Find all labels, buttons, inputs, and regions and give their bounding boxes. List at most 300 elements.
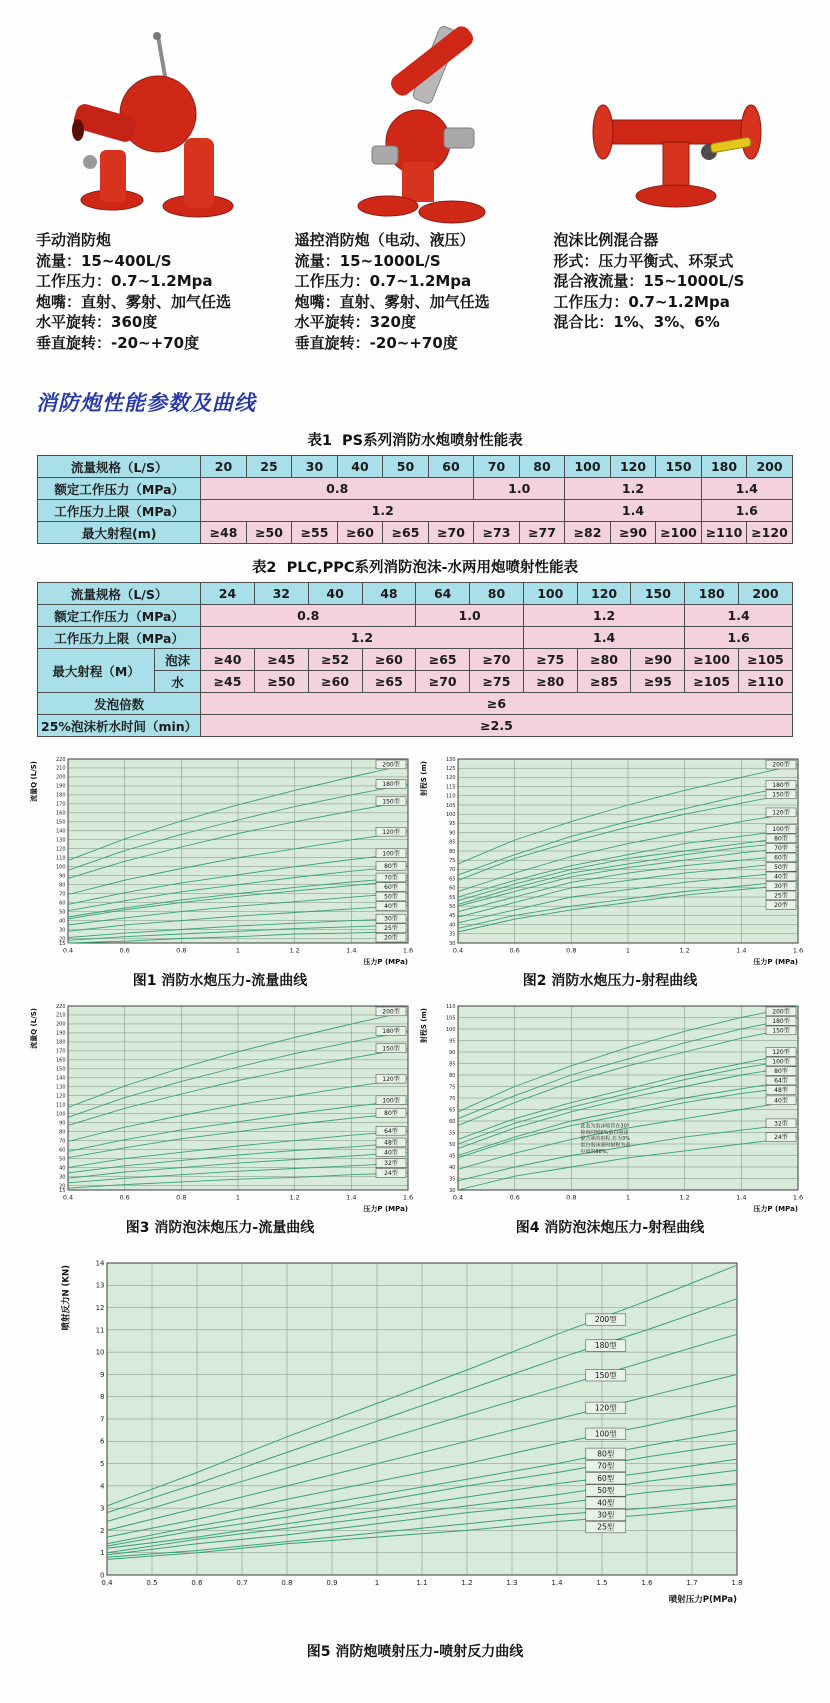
- series-label: 120型: [382, 1075, 400, 1083]
- series-label: 30型: [384, 915, 398, 923]
- product-spec-line: 流量：15~400L/S: [36, 251, 172, 270]
- charts-section: [0, 737, 830, 1701]
- table-row: [38, 627, 793, 649]
- y-axis-title: 喷射反力N (KN): [61, 1265, 72, 1331]
- y-tick-label: 220: [55, 756, 66, 763]
- series-label: 40型: [384, 903, 398, 911]
- x-tick-label: 1: [374, 1579, 380, 1587]
- series-label: 80型: [597, 1449, 615, 1459]
- product-spec-line: 炮嘴：直射、雾射、加气任选: [36, 292, 232, 311]
- x-tick-label: 0.6: [119, 946, 130, 955]
- table-cell: 25%泡沫析水时间（min）: [38, 715, 201, 737]
- fig1-caption: 图1 消防水炮压力-流量曲线: [132, 973, 308, 989]
- table-cell: 40: [308, 583, 362, 605]
- x-tick-label: 0.9: [326, 1579, 338, 1587]
- table-cell: ≥75: [523, 649, 577, 671]
- y-tick-label: 85: [449, 1061, 456, 1068]
- table-row: [38, 693, 793, 715]
- series-label: 80型: [384, 1109, 398, 1117]
- series-label: 200型: [382, 1008, 400, 1016]
- y-tick-label: 85: [449, 839, 456, 846]
- y-tick-label: 11: [95, 1326, 105, 1335]
- annotation-line: 蛋白泡沫液时射程为表: [580, 1142, 631, 1149]
- product-name: 遥控消防炮（电动、液压）: [294, 231, 475, 249]
- series-label: 40型: [774, 1097, 788, 1105]
- y-tick-label: 70: [59, 1138, 66, 1145]
- y-tick-label: 65: [449, 1107, 456, 1114]
- base-flange-right: [419, 201, 485, 223]
- x-tick-label: 1.1: [416, 1579, 428, 1587]
- y-tick-label: 170: [55, 801, 66, 808]
- table-cell: 1.2: [201, 500, 565, 522]
- table-cell: 70: [474, 456, 520, 478]
- series-label: 40型: [597, 1498, 615, 1508]
- y-tick-label: 30: [59, 927, 66, 934]
- table-cell: ≥52: [308, 649, 362, 671]
- table-cell: 20: [201, 456, 247, 478]
- y-tick-label: 1: [100, 1549, 105, 1558]
- table-cell: ≥120: [747, 522, 793, 544]
- y-tick-label: 30: [59, 1174, 66, 1181]
- y-tick-label: 60: [59, 1147, 66, 1154]
- series-label: 180型: [382, 781, 400, 789]
- series-label: 120型: [594, 1403, 617, 1413]
- base-flange-left: [358, 196, 418, 216]
- y-tick-label: 5: [100, 1460, 105, 1469]
- table-cell: 1.4: [701, 478, 792, 500]
- x-tick-label: 1.6: [641, 1579, 653, 1587]
- x-tick-label: 1.2: [461, 1579, 473, 1587]
- table-cell: ≥100: [656, 522, 702, 544]
- series-label: 80型: [774, 1068, 788, 1076]
- table-cell: 32: [254, 583, 308, 605]
- y-tick-label: 8: [100, 1393, 105, 1402]
- table-cell: 流量规格（L/S）: [38, 583, 201, 605]
- x-axis-title: 喷射压力P(MPa): [668, 1595, 737, 1605]
- chart-row-1: [26, 751, 804, 992]
- product-spec-line: 流量：15~1000L/S: [294, 251, 441, 270]
- table-row: [38, 522, 793, 544]
- series-label: 180型: [382, 1028, 400, 1036]
- table-cell: 1.4: [685, 605, 793, 627]
- y-tick-label: 120: [55, 846, 66, 853]
- product-specs: [36, 251, 285, 354]
- series-label: 100型: [594, 1429, 617, 1439]
- chart-block-fig4: [416, 998, 804, 1239]
- table-cell: 48: [362, 583, 416, 605]
- y-tick-label: 200: [55, 1021, 66, 1028]
- table-cell: 0.8: [201, 605, 416, 627]
- y-tick-label: 80: [449, 848, 456, 855]
- product-name: 泡沫比例混合器: [553, 231, 659, 249]
- table-cell: ≥70: [416, 671, 470, 693]
- y-tick-label: 70: [449, 867, 456, 874]
- y-tick-label: 130: [445, 756, 456, 763]
- y-tick-label: 90: [59, 1120, 66, 1127]
- x-tick-label: 1.5: [596, 1579, 608, 1587]
- fig3-caption: 图3 消防泡沫炮压力-流量曲线: [125, 1220, 315, 1236]
- products-row: [0, 22, 830, 353]
- table-cell: ≥55: [292, 522, 338, 544]
- y-tick-label: 160: [55, 1057, 66, 1064]
- y-tick-label: 20: [59, 936, 66, 943]
- y-tick-label: 220: [55, 1003, 66, 1010]
- table-cell: 1.0: [474, 478, 565, 500]
- series-label: 30型: [597, 1510, 615, 1520]
- x-tick-label: 1: [625, 946, 631, 955]
- table2-title: 表2 PLC,PPC系列消防泡沫-水两用炮喷射性能表: [251, 560, 579, 576]
- series-label: 25型: [384, 925, 398, 933]
- x-tick-label: 1.2: [289, 946, 300, 955]
- table-cell: 水: [155, 671, 201, 693]
- y-tick-label: 40: [449, 1164, 456, 1171]
- product-spec-line: 垂直旋转：-20~+70度: [36, 333, 200, 352]
- table-cell: 60: [428, 456, 474, 478]
- y-tick-label: 60: [449, 1118, 456, 1125]
- y-tick-label: 55: [449, 1130, 456, 1137]
- y-tick-label: 160: [55, 810, 66, 817]
- chart-block-fig1: [26, 751, 414, 992]
- x-tick-label: 0.6: [509, 1193, 520, 1202]
- fig2-water-monitor-range-chart: [416, 751, 804, 967]
- series-label: 200型: [772, 761, 790, 769]
- table-cell: 最大射程(m): [38, 522, 201, 544]
- table-cell: 工作压力上限（MPa）: [38, 500, 201, 522]
- y-tick-label: 150: [55, 819, 66, 826]
- table-row: [38, 500, 793, 522]
- table-cell: ≥65: [416, 649, 470, 671]
- y-tick-label: 125: [445, 765, 456, 772]
- x-tick-label: 0.4: [62, 1193, 74, 1202]
- table-cell: ≥6: [201, 693, 793, 715]
- table-cell: ≥80: [577, 649, 631, 671]
- y-tick-label: 95: [449, 821, 456, 828]
- y-tick-label: 105: [445, 802, 456, 809]
- table-cell: 80: [470, 583, 524, 605]
- table-cell: 120: [577, 583, 631, 605]
- fig2-caption: 图2 消防水炮压力-射程曲线: [522, 973, 698, 989]
- y-tick-label: 60: [449, 885, 456, 892]
- product-spec-line: 混合比：1%、3%、6%: [553, 313, 720, 331]
- table-cell: 1.4: [523, 627, 684, 649]
- series-label: 32型: [384, 1160, 398, 1168]
- table-cell: 1.2: [523, 605, 684, 627]
- series-label: 64型: [384, 1127, 398, 1135]
- monitor-handle: [158, 36, 166, 82]
- product-spec-line: 工作压力：0.7~1.2Mpa: [294, 272, 472, 290]
- table-cell: ≥110: [701, 522, 747, 544]
- table-cell: ≥100: [685, 649, 739, 671]
- series-label: 32型: [774, 1120, 788, 1128]
- table-cell: 50: [383, 456, 429, 478]
- remote-fire-monitor-illustration: [314, 24, 524, 230]
- y-tick-label: 120: [445, 775, 456, 782]
- table-cell: 64: [416, 583, 470, 605]
- product-card-foam-proportioner: [553, 22, 812, 353]
- x-tick-label: 0.6: [119, 1193, 130, 1202]
- product-image-remote-monitor: [295, 22, 544, 230]
- series-label: 150型: [594, 1370, 617, 1380]
- series-label: 20型: [384, 934, 398, 942]
- y-tick-label: 110: [445, 793, 456, 800]
- x-tick-label: 1.4: [551, 1579, 563, 1587]
- series-label: 40型: [384, 1149, 398, 1157]
- y-axis-title: 流量Q (L/S): [30, 761, 38, 802]
- fig4-foam-monitor-range-chart: [416, 998, 804, 1214]
- y-tick-label: 190: [55, 1030, 66, 1037]
- chart-block-fig2: [416, 751, 804, 992]
- base-flange: [636, 185, 716, 207]
- y-tick-label: 40: [59, 1165, 66, 1172]
- table-cell: 100: [523, 583, 577, 605]
- chart-block-fig3: [26, 998, 414, 1239]
- chart-block-fig5: [57, 1253, 773, 1701]
- nozzle-opening: [72, 119, 84, 141]
- series-label: 64型: [774, 1077, 788, 1085]
- series-label: 150型: [382, 1045, 400, 1053]
- series-label: 100型: [382, 1097, 400, 1105]
- table2-plc-ppc-performance: [37, 582, 793, 737]
- x-tick-label: 1.2: [679, 946, 690, 955]
- series-label: 24型: [774, 1134, 788, 1142]
- table-row: [38, 478, 793, 500]
- series-label: 180型: [772, 1018, 790, 1025]
- x-tick-label: 1: [235, 1193, 241, 1202]
- table-cell: 1.4: [565, 500, 702, 522]
- series-label: 60型: [384, 884, 398, 892]
- series-label: 40型: [774, 873, 788, 881]
- table-cell: 0.8: [201, 478, 474, 500]
- fig5-caption: 图5 消防炮喷射压力-喷射反力曲线: [306, 1644, 524, 1660]
- table-cell: ≥105: [685, 671, 739, 693]
- table-row: [38, 456, 793, 478]
- x-tick-label: 1.8: [731, 1579, 743, 1587]
- table-cell: ≥48: [201, 522, 247, 544]
- table-cell: ≥90: [631, 649, 685, 671]
- table-cell: ≥110: [739, 671, 793, 693]
- y-axis-title: 流量Q (L/S): [30, 1008, 38, 1049]
- y-tick-label: 150: [55, 1066, 66, 1073]
- table-cell: 额定工作压力（MPa）: [38, 478, 201, 500]
- table-cell: ≥70: [470, 649, 524, 671]
- series-label: 80型: [774, 835, 788, 843]
- product-spec-line: 形式：压力平衡式、环泵式: [553, 251, 734, 270]
- x-tick-label: 0.8: [566, 1193, 577, 1202]
- series-label: 24型: [384, 1170, 398, 1178]
- y-tick-label: 12: [95, 1304, 105, 1313]
- table-cell: ≥60: [362, 649, 416, 671]
- x-tick-label: 0.6: [509, 946, 520, 955]
- annotation-line: 中值的88%。: [580, 1149, 612, 1156]
- annotation-line: 仰角时喷6%蛋白泡沫: [580, 1129, 629, 1136]
- table-cell: 1.6: [701, 500, 792, 522]
- y-tick-label: 110: [55, 855, 66, 862]
- table-cell: 80: [519, 456, 565, 478]
- table-cell: 150: [656, 456, 702, 478]
- series-label: 100型: [772, 1058, 790, 1066]
- y-tick-label: 2: [100, 1526, 105, 1535]
- x-tick-label: 1.6: [402, 946, 414, 955]
- y-tick-label: 55: [449, 894, 456, 901]
- y-tick-label: 70: [59, 891, 66, 898]
- table-row: [38, 605, 793, 627]
- y-tick-label: 115: [445, 784, 456, 791]
- series-label: 50型: [597, 1486, 615, 1496]
- series-label: 70型: [774, 845, 788, 853]
- series-label: 100型: [382, 850, 400, 858]
- product-spec-line: 混合液流量：15~1000L/S: [553, 272, 745, 290]
- table-cell: ≥75: [470, 671, 524, 693]
- x-tick-label: 0.4: [452, 1193, 464, 1202]
- x-tick-label: 1.2: [289, 1193, 300, 1202]
- drive-actuator-left: [372, 146, 398, 164]
- y-tick-label: 75: [449, 857, 456, 864]
- fig5-reaction-force-chart: [57, 1253, 773, 1605]
- y-tick-label: 140: [55, 1075, 66, 1082]
- x-tick-label: 1.4: [346, 1193, 357, 1202]
- table-cell: 30: [292, 456, 338, 478]
- y-tick-label: 80: [449, 1072, 456, 1079]
- table-cell: ≥73: [474, 522, 520, 544]
- x-tick-label: 0.6: [191, 1579, 203, 1587]
- table-cell: 1.2: [565, 478, 702, 500]
- x-tick-label: 1.3: [506, 1579, 518, 1587]
- series-label: 120型: [772, 1049, 790, 1057]
- table-cell: 最大射程（M）: [38, 649, 155, 693]
- table-row: [38, 715, 793, 737]
- x-tick-label: 1.4: [346, 946, 357, 955]
- annotation-line: 混合液的射程,若为3%: [580, 1136, 630, 1143]
- y-tick-label: 190: [55, 783, 66, 790]
- section-title: 消防炮性能参数及曲线: [36, 391, 256, 415]
- x-tick-label: 0.4: [101, 1579, 113, 1587]
- table-cell: ≥82: [565, 522, 611, 544]
- y-tick-label: 80: [59, 882, 66, 889]
- left-flange: [593, 105, 613, 159]
- x-tick-label: 1.6: [402, 1193, 414, 1202]
- table1-title: 表1 PS系列消防水炮喷射性能表: [307, 433, 523, 449]
- table-cell: ≥80: [523, 671, 577, 693]
- product-specs: [553, 251, 802, 333]
- y-tick-label: 180: [55, 1039, 66, 1046]
- product-spec-line: 工作压力：0.7~1.2Mpa: [553, 292, 730, 311]
- product-card-manual-monitor: [36, 22, 295, 353]
- y-tick-label: 65: [449, 876, 456, 883]
- series-label: 60型: [774, 854, 788, 862]
- series-label: 120型: [772, 809, 790, 817]
- series-label: 120型: [382, 828, 400, 836]
- y-tick-label: 105: [445, 1015, 456, 1022]
- vertical-pipe: [663, 142, 689, 190]
- table-cell: 150: [631, 583, 685, 605]
- y-tick-label: 50: [449, 903, 456, 910]
- table-cell: ≥50: [254, 671, 308, 693]
- table-cell: 100: [565, 456, 611, 478]
- series-label: 70型: [597, 1461, 615, 1471]
- series-label: 60型: [597, 1473, 615, 1483]
- table-cell: ≥60: [308, 671, 362, 693]
- product-image-foam-proportioner: [553, 22, 802, 230]
- product-name: 手动消防炮: [36, 231, 112, 249]
- fig3-foam-monitor-flow-chart: [26, 998, 414, 1214]
- y-tick-label: 100: [55, 1111, 66, 1118]
- table-cell: 泡沫: [155, 649, 201, 671]
- y-tick-label: 60: [59, 900, 66, 907]
- table-cell: ≥50: [246, 522, 292, 544]
- y-tick-label: 4: [100, 1482, 105, 1491]
- y-tick-label: 80: [59, 1129, 66, 1136]
- series-label: 25型: [774, 892, 788, 900]
- series-label: 30型: [774, 883, 788, 891]
- y-tick-label: 50: [59, 909, 66, 916]
- product-spec-line: 垂直旋转：-20~+70度: [294, 333, 458, 352]
- y-tick-label: 35: [449, 931, 456, 938]
- series-label: 70型: [384, 874, 398, 882]
- table-cell: 120: [610, 456, 656, 478]
- table-cell: 25: [246, 456, 292, 478]
- x-tick-label: 0.8: [281, 1579, 293, 1587]
- x-axis-title: 压力P (MPa): [753, 958, 798, 966]
- y-tick-label: 90: [449, 1049, 456, 1056]
- x-axis-title: 压力P (MPa): [363, 1205, 408, 1213]
- table-cell: ≥65: [383, 522, 429, 544]
- x-tick-label: 0.8: [176, 946, 187, 955]
- x-tick-label: 0.4: [452, 946, 464, 955]
- series-label: 50型: [384, 893, 398, 901]
- series-label: 100型: [772, 826, 790, 834]
- chart-row-2: [26, 998, 804, 1239]
- y-tick-label: 210: [55, 765, 66, 772]
- right-flange: [741, 105, 761, 159]
- annotation-line: 此表为泡沫喷管在30°: [580, 1123, 630, 1130]
- table-row: [38, 583, 793, 605]
- series-label: 200型: [772, 1008, 790, 1016]
- y-tick-label: 200: [55, 774, 66, 781]
- y-tick-label: 170: [55, 1048, 66, 1055]
- table-cell: 额定工作压力（MPa）: [38, 605, 201, 627]
- table-cell: ≥85: [577, 671, 631, 693]
- series-label: 48型: [774, 1087, 788, 1095]
- y-tick-label: 45: [449, 913, 456, 920]
- y-tick-label: 95: [449, 1038, 456, 1045]
- y-tick-label: 100: [445, 1026, 456, 1033]
- y-tick-label: 50: [59, 1156, 66, 1163]
- y-tick-label: 45: [449, 1153, 456, 1160]
- table-cell: ≥45: [254, 649, 308, 671]
- fig4-caption: 图4 消防泡沫炮压力-射程曲线: [515, 1220, 705, 1236]
- product-card-remote-monitor: [295, 22, 554, 353]
- drive-actuator-right: [444, 128, 474, 148]
- x-tick-label: 1.2: [679, 1193, 690, 1202]
- table-cell: 200: [739, 583, 793, 605]
- y-tick-label: 100: [445, 811, 456, 818]
- y-tick-label: 130: [55, 1084, 66, 1091]
- table-cell: 发泡倍数: [38, 693, 201, 715]
- y-tick-label: 130: [55, 837, 66, 844]
- left-pipe: [100, 150, 126, 202]
- y-tick-label: 40: [449, 922, 456, 929]
- series-label: 20型: [774, 902, 788, 910]
- y-tick-label: 6: [100, 1437, 105, 1446]
- table-cell: ≥45: [201, 671, 255, 693]
- table-cell: 流量规格（L/S）: [38, 456, 201, 478]
- y-tick-label: 90: [59, 873, 66, 880]
- series-label: 150型: [382, 798, 400, 806]
- fig1-water-monitor-flow-chart: [26, 751, 414, 967]
- table-cell: ≥40: [201, 649, 255, 671]
- table-cell: ≥2.5: [201, 715, 793, 737]
- y-tick-label: 180: [55, 792, 66, 799]
